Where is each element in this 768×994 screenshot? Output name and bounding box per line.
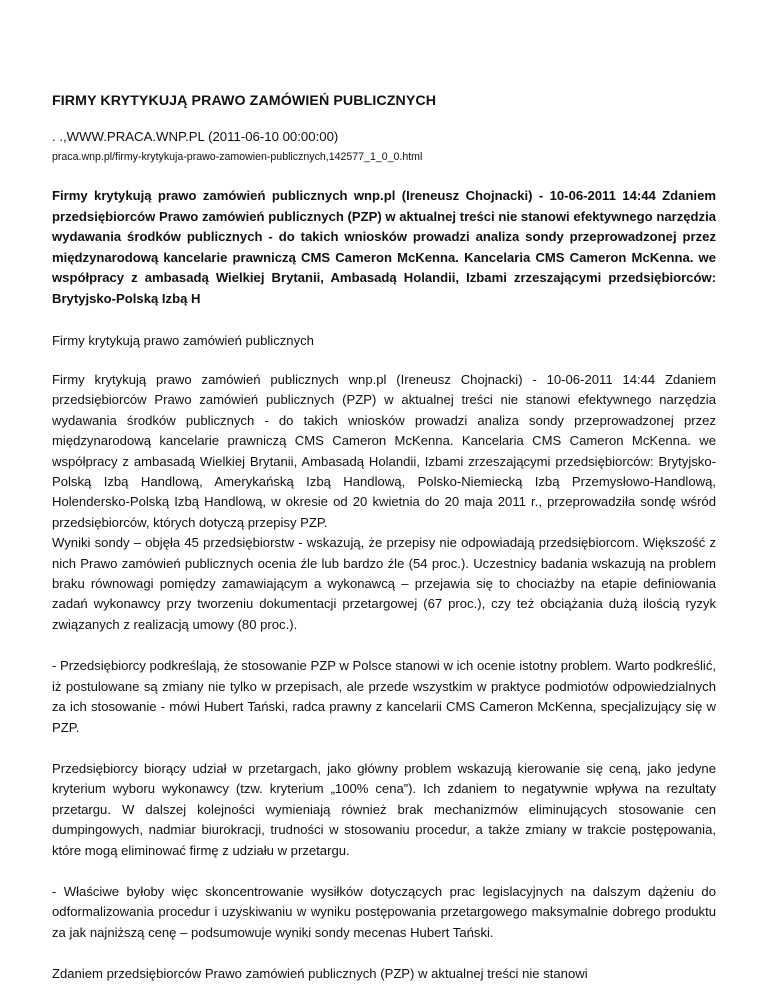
article-content: [52, 91, 716, 985]
article-repeat-title: Firmy krytykują prawo zamówień publicznych: [52, 333, 314, 348]
body-paragraph-intro: Firmy krytykują prawo zamówień publicznych wnp.pl (Ireneusz Chojnacki) - 10-06-2011 14:44 Zdaniem przedsiębiorców Prawo zamówień publicznych (PZP) w aktualnej treści nie stanowi efektywnego narzędzia wydawania środków publicznych - do takich wniosków prowadzi analiza sondy przeprowadzonej przez międzynarodową kancelarie prawniczą CMS Cameron McKenna. Kancelaria CMS Cameron McKenna. we współpracy z ambasadą Wielkiej Brytanii, Ambasadą Holandii, Izbami zrzeszającymi przedsiębiorców: Brytyjsko-Polską Izbą Handlową, Amerykańską Izbą Handlową, Polsko-Niemiecką Izbą Przemysłowo-Handlową, Holendersko-Polską Izbą Handlową, w okresie od 20 kwietnia do 20 maja 2011 r., przeprowadziła sondę wśród przedsiębiorców, których dotyczą przepisy PZP.: [52, 372, 716, 530]
paragraph-problems: Przedsiębiorcy biorący udział w przetargach, jako główny problem wskazują kierowanie się ceną, jako jedyne kryterium wyboru wykonawcy (tzw. kryterium „100% cena”). Ich zdaniem to negatywnie wpływa na rezultaty przetargu. W dalszej kolejności wymieniają również brak mechanizmów eliminujących stosowanie cen dumpingowych, nadmiar biurokracji, trudności w stosowaniu procedur, a także zmiany w trakcie postępowania, które mogą eliminować firmę z udziału w przetargu.: [52, 760, 716, 858]
paragraph-quote-tanski: - Przedsiębiorcy podkreślają, że stosowanie PZP w Polsce stanowi w ich ocenie istotny problem. Warto podkreślić, iż postulowane są zmiany nie tylko w przepisach, ale przede wszystkim w praktyce podmiotów odpowiedzialnych za ich stosowanie - mówi Hubert Tański, radca prawny z kancelarii CMS Cameron McKenna, specjalizujący się w PZP.: [52, 658, 716, 735]
article-body-block: [52, 370, 716, 635]
article-source-line: . .,WWW.PRACA.WNP.PL (2011-06-10 00:00:00): [52, 129, 339, 144]
body-paragraph-results: Wyniki sondy – objęła 45 przedsiębiorstw - wskazują, że przepisy nie odpowiadają przedsiębiorcom. Większość z nich Prawo zamówień publicznych ocenia źle lub bardzo źle (54 proc.). Uczestnicy badania wskazują na problem braku równowagi pomiędzy zamawiającym a wykonawcą – przejawia się to chociażby na etapie definiowania zadań wykonawcy przy tworzeniu dokumentacji przetargowej (67 proc.), czy też obciążania dużą ilością ryzyk związanych z realizacją umowy (80 proc.).: [52, 535, 716, 632]
article-title: FIRMY KRYTYKUJĄ PRAWO ZAMÓWIEŃ PUBLICZNYCH: [52, 93, 437, 109]
article-url: praca.wnp.pl/firmy-krytykuja-prawo-zamowien-publicznych,142577_1_0_0.html: [52, 151, 423, 163]
article-lead: Firmy krytykują prawo zamówień publicznych wnp.pl (Ireneusz Chojnacki) - 10-06-2011 14:44 Zdaniem przedsiębiorców Prawo zamówień publicznych (PZP) w aktualnej treści nie stanowi efektywnego narzędzia wydawania środków publicznych - do takich wniosków prowadzi analiza sondy przeprowadzonej przez międzynarodową kancelarie prawniczą CMS Cameron McKenna. Kancelaria CMS Cameron McKenna. we współpracy z ambasadą Wielkiej Brytanii, Ambasadą Holandii, Izbami zrzeszającymi przedsiębiorców: Brytyjsko-Polską Izbą H: [52, 188, 716, 306]
paragraph-quote-summary: - Właściwe byłoby więc skoncentrowanie wysiłków dotyczących prac legislacyjnych na dalszym dążeniu do odformalizowania procedur i uzyskiwaniu w wyniku postępowania przetargowego maksymalnie dobrego produktu za jak najniższą cenę – podsumowuje wyniki sondy mecenas Hubert Tański.: [52, 883, 716, 940]
paragraph-tail: Zdaniem przedsiębiorców Prawo zamówień publicznych (PZP) w aktualnej treści nie stanowi: [52, 966, 588, 982]
